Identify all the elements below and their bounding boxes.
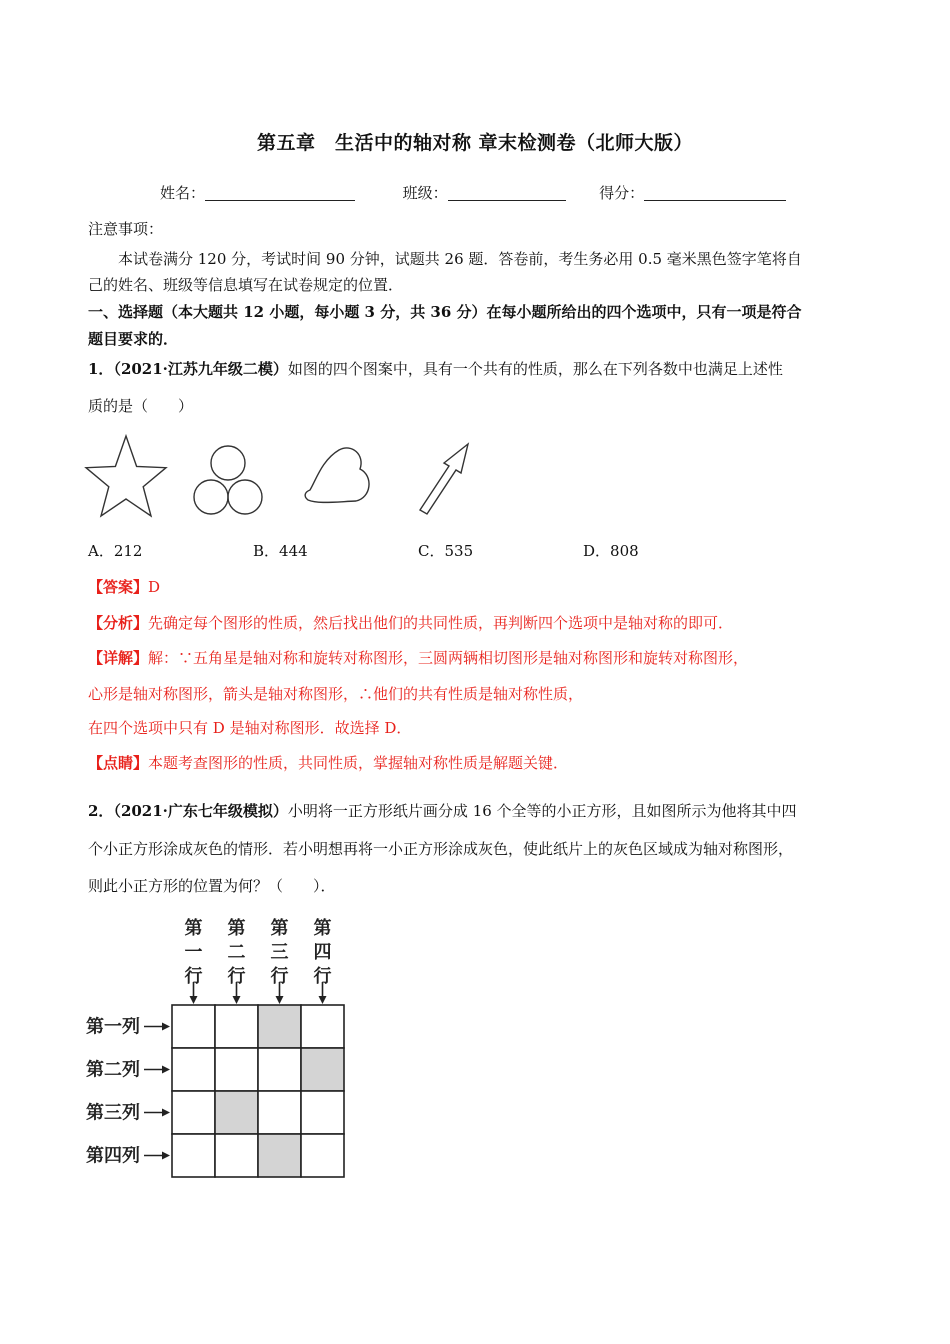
q1-answer bbox=[88, 576, 160, 597]
column-label bbox=[271, 917, 289, 1004]
row-label bbox=[86, 1059, 170, 1081]
q1-source: （2021·江苏九年级二模） bbox=[113, 360, 288, 378]
q2-text-2: 个小正方形涂成灰色的情形．若小明想再将一小正方形涂成灰色，使此纸片上的灰色区域成为轴对称图形， bbox=[88, 840, 794, 858]
q1-detail-2: 心形是轴对称图形，箭头是轴对称图形，∴他们的共有性质是轴对称性质， bbox=[88, 685, 584, 703]
q1-line-1 bbox=[88, 358, 783, 379]
info-row bbox=[160, 182, 786, 203]
q1-detail-1 bbox=[88, 647, 748, 668]
q1-option-a[interactable]: A．212 bbox=[88, 542, 143, 560]
detail-tag: 【详解】 bbox=[88, 649, 149, 667]
row-label bbox=[86, 1102, 170, 1124]
column-labels bbox=[185, 917, 332, 1004]
gray-cell[interactable] bbox=[215, 1091, 258, 1134]
grid-cells bbox=[172, 1005, 344, 1177]
row-label bbox=[86, 1145, 170, 1167]
row-label bbox=[86, 1016, 170, 1038]
gray-cell[interactable] bbox=[258, 1134, 301, 1177]
arrow-figure bbox=[420, 444, 468, 514]
svg-text:第二列: 第二列 bbox=[86, 1059, 140, 1081]
analysis-text: 先确定每个图形的性质，然后找出他们的共同性质，再判断四个选项中是轴对称的即可． bbox=[148, 614, 734, 632]
page-title: 第五章 生活中的轴对称 章末检测卷（北师大版） bbox=[256, 132, 694, 154]
q1-figures bbox=[84, 430, 484, 520]
grid-cell[interactable] bbox=[258, 1091, 301, 1134]
column-label bbox=[314, 917, 332, 1004]
analysis-tag: 【分析】 bbox=[88, 614, 149, 632]
comment-text: 本题考查图形的性质，共同性质，掌握轴对称性质是解题关键． bbox=[148, 754, 569, 772]
section1-line-2: 题目要求的． bbox=[88, 330, 179, 348]
grid-cell[interactable] bbox=[172, 1048, 215, 1091]
svg-text:行: 行 bbox=[270, 966, 289, 987]
q1-detail-3: 在四个选项中只有 D 是轴对称图形．故选择 D． bbox=[88, 719, 412, 737]
grid-cell[interactable] bbox=[301, 1134, 344, 1177]
grid-cell[interactable] bbox=[215, 1005, 258, 1048]
answer-value: D bbox=[148, 578, 161, 596]
svg-text:第: 第 bbox=[184, 918, 203, 939]
notes-line-2: 己的姓名、班级等信息填写在试卷规定的位置． bbox=[88, 276, 404, 294]
grid-cell[interactable] bbox=[301, 1005, 344, 1048]
svg-text:行: 行 bbox=[313, 966, 332, 987]
q2-text-3: 则此小正方形的位置为何？（ ）． bbox=[88, 877, 336, 895]
notes-line-1: 本试卷满分 120 分，考试时间 90 分钟，试题共 26 题．答卷前，考生务必用 0.5 毫米黑色签字笔将自 bbox=[118, 250, 802, 268]
detail-text-1: 解：∵五角星是轴对称和旋转对称图形，三圆两辆相切图形是轴对称图形和旋转对称图形， bbox=[148, 649, 749, 667]
gray-cell[interactable] bbox=[258, 1005, 301, 1048]
section1-line-1: 一、选择题（本大题共 12 小题，每小题 3 分，共 36 分）在每小题所给出的四个选项中，只有一项是符合 bbox=[88, 303, 802, 321]
q2-text-1: 小明将一正方形纸片画分成 16 个全等的小正方形，且如图所示为他将其中四 bbox=[287, 802, 797, 820]
score-blank[interactable] bbox=[644, 186, 786, 201]
svg-text:第: 第 bbox=[270, 918, 289, 939]
svg-text:三: 三 bbox=[270, 942, 289, 963]
q1-option-c[interactable]: C．535 bbox=[418, 542, 474, 560]
svg-text:第: 第 bbox=[227, 918, 246, 939]
svg-text:行: 行 bbox=[227, 966, 246, 987]
svg-text:四: 四 bbox=[313, 942, 332, 963]
svg-text:第四列: 第四列 bbox=[86, 1145, 140, 1167]
grid-cell[interactable] bbox=[172, 1091, 215, 1134]
class-blank[interactable] bbox=[448, 186, 566, 201]
score-label: 得分： bbox=[599, 184, 645, 202]
grid-cell[interactable] bbox=[258, 1048, 301, 1091]
q1-option-b[interactable]: B．444 bbox=[253, 542, 308, 560]
q2-line-1 bbox=[88, 800, 797, 821]
grid-cell[interactable] bbox=[172, 1134, 215, 1177]
star-figure bbox=[86, 436, 166, 516]
q1-text-2: 质的是（ ） bbox=[88, 397, 194, 415]
row-labels bbox=[86, 1016, 170, 1167]
three-circles-figure bbox=[194, 446, 262, 514]
svg-text:第: 第 bbox=[313, 918, 332, 939]
answer-tag: 【答案】 bbox=[88, 578, 149, 596]
grid-cell[interactable] bbox=[172, 1005, 215, 1048]
class-label: 班级： bbox=[402, 184, 448, 202]
name-label: 姓名： bbox=[160, 184, 206, 202]
heart-figure bbox=[305, 448, 369, 502]
grid-cell[interactable] bbox=[215, 1048, 258, 1091]
q1-number: 1． bbox=[88, 360, 114, 378]
q1-text-1: 如图的四个图案中，具有一个共有的性质，那么在下列各数中也满足上述性 bbox=[287, 360, 783, 378]
grid-cell[interactable] bbox=[301, 1091, 344, 1134]
column-label bbox=[185, 917, 203, 1004]
q2-grid-figure bbox=[84, 912, 354, 1182]
q1-option-d[interactable]: D．808 bbox=[583, 542, 639, 560]
svg-text:第三列: 第三列 bbox=[86, 1102, 140, 1124]
gray-cell[interactable] bbox=[301, 1048, 344, 1091]
grid-cell[interactable] bbox=[215, 1134, 258, 1177]
svg-text:行: 行 bbox=[184, 966, 203, 987]
q1-analysis bbox=[88, 612, 733, 633]
comment-tag: 【点睛】 bbox=[88, 754, 149, 772]
notes-heading: 注意事项： bbox=[88, 220, 164, 238]
svg-text:二: 二 bbox=[227, 942, 246, 963]
svg-text:一: 一 bbox=[184, 942, 203, 963]
q2-source: （2021·广东七年级模拟） bbox=[113, 802, 288, 820]
svg-text:第一列: 第一列 bbox=[86, 1016, 140, 1038]
q2-number: 2． bbox=[88, 802, 114, 820]
column-label bbox=[228, 917, 246, 1004]
q1-comment bbox=[88, 752, 568, 773]
name-blank[interactable] bbox=[205, 186, 355, 201]
